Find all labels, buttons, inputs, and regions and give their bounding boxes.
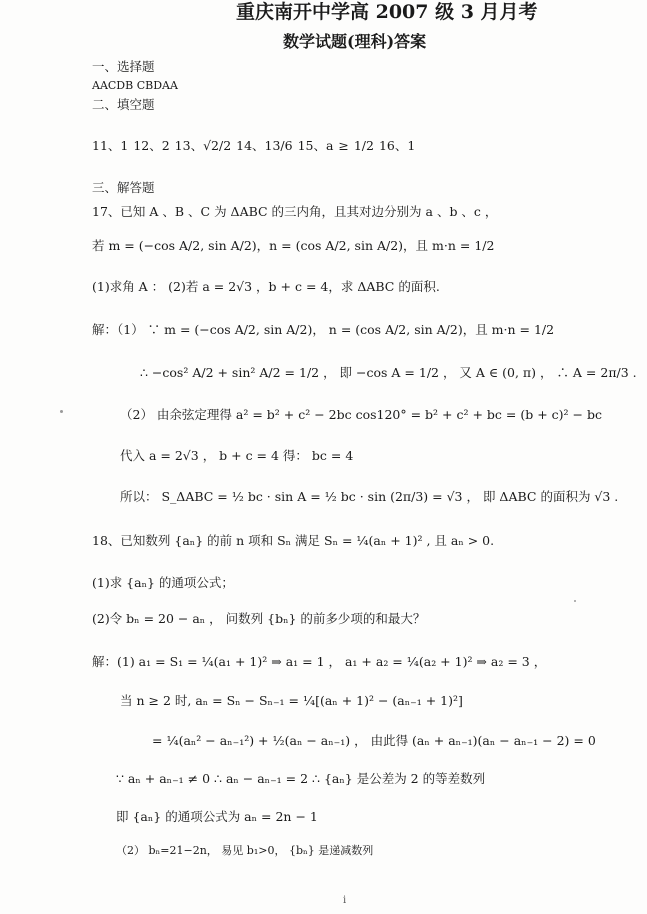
q18-solution-line: 当 n ≥ 2 时, aₙ = Sₙ − Sₙ₋₁ = ¼[(aₙ + 1)² − (aₙ₋₁ + 1)²] <box>120 693 463 708</box>
q17-solution-line: （2） 由余弦定理得 a² = b² + c² − 2bc cos120° = b² + c² + bc = (b + c)² − bc <box>120 407 602 422</box>
section-heading-fill: 二、填空题 <box>92 97 155 112</box>
q17-solution-line: 解：（1） ∵ m = (−cos A/2, sin A/2)， n = (cos A/2, sin A/2)，且 m·n = 1/2 <box>92 322 555 337</box>
q18-solution-line: ∵ aₙ + aₙ₋₁ ≠ 0 ∴ aₙ − aₙ₋₁ = 2 ∴ {aₙ} 是公差为 2 的等差数列 <box>116 771 486 786</box>
q17-solution-line: ∴ −cos² A/2 + sin² A/2 = 1/2 ， 即 −cos A = 1/2 ， 又 A ∈ (0, π) ， ∴ A = 2π/3 . <box>140 365 637 380</box>
q17-solution-line: 所以： S_ΔABC = ½ bc · sin A = ½ bc · sin (2π/3) = √3 ， 即 ΔABC 的面积为 √3 . <box>120 489 619 504</box>
q18-solution-line: 解：(1) a₁ = S₁ = ¼(a₁ + 1)² ⇒ a₁ = 1 ， a₁ + a₂ = ¼(a₂ + 1)² ⇒ a₂ = 3 ， <box>92 654 547 669</box>
section-heading-choice: 一、选择题 <box>92 59 155 74</box>
q18-solution-line: 即 {aₙ} 的通项公式为 aₙ = 2n − 1 <box>116 809 318 824</box>
q18-solution-line: = ¼(aₙ² − aₙ₋₁²) + ½(aₙ − aₙ₋₁) ， 由此得 (aₙ + aₙ₋₁)(aₙ − aₙ₋₁ − 2) = 0 <box>152 733 596 748</box>
q17-solution-line: 代入 a = 2√3 ， b + c = 4 得： bc = 4 <box>120 448 354 463</box>
q17-vectors: 若 m = (−cos A/2, sin A/2)，n = (cos A/2, sin A/2)，且 m·n = 1/2 <box>92 238 495 253</box>
choice-answers: AACDB CBDAA <box>92 79 178 92</box>
page-footer-mark: i <box>343 895 347 906</box>
section-heading-solution: 三、解答题 <box>92 180 155 195</box>
q18-solution-line: （2） bₙ=21−2n， 易见 b₁>0， {bₙ} 是递减数列 <box>116 844 374 857</box>
q18-part1: (1)求 {aₙ} 的通项公式； <box>92 575 234 590</box>
page-subtitle: 数学试题(理科)答案 <box>283 32 427 51</box>
page-title: 重庆南开中学高 2007 级 3 月月考 <box>236 1 538 23</box>
scan-speck <box>574 600 576 602</box>
scan-speck <box>60 410 63 413</box>
q17-parts: (1)求角 A ： (2)若 a = 2√3 ，b + c = 4，求 ΔABC 的面积. <box>92 279 440 294</box>
q18-part2: (2)令 bₙ = 20 − aₙ ， 问数列 {bₙ} 的前多少项的和最大？ <box>92 611 426 626</box>
q18-stem: 18、已知数列 {aₙ} 的前 n 项和 Sₙ 满足 Sₙ = ¼(aₙ + 1)² , 且 aₙ > 0. <box>92 533 495 548</box>
q17-stem: 17、已知 A 、B 、C 为 ΔABC 的三内角，且其对边分别为 a 、b 、c ， <box>92 204 498 219</box>
fill-answers: 11、1 12、2 13、√2/2 14、13/6 15、a ≥ 1/2 16、1 <box>92 138 416 153</box>
